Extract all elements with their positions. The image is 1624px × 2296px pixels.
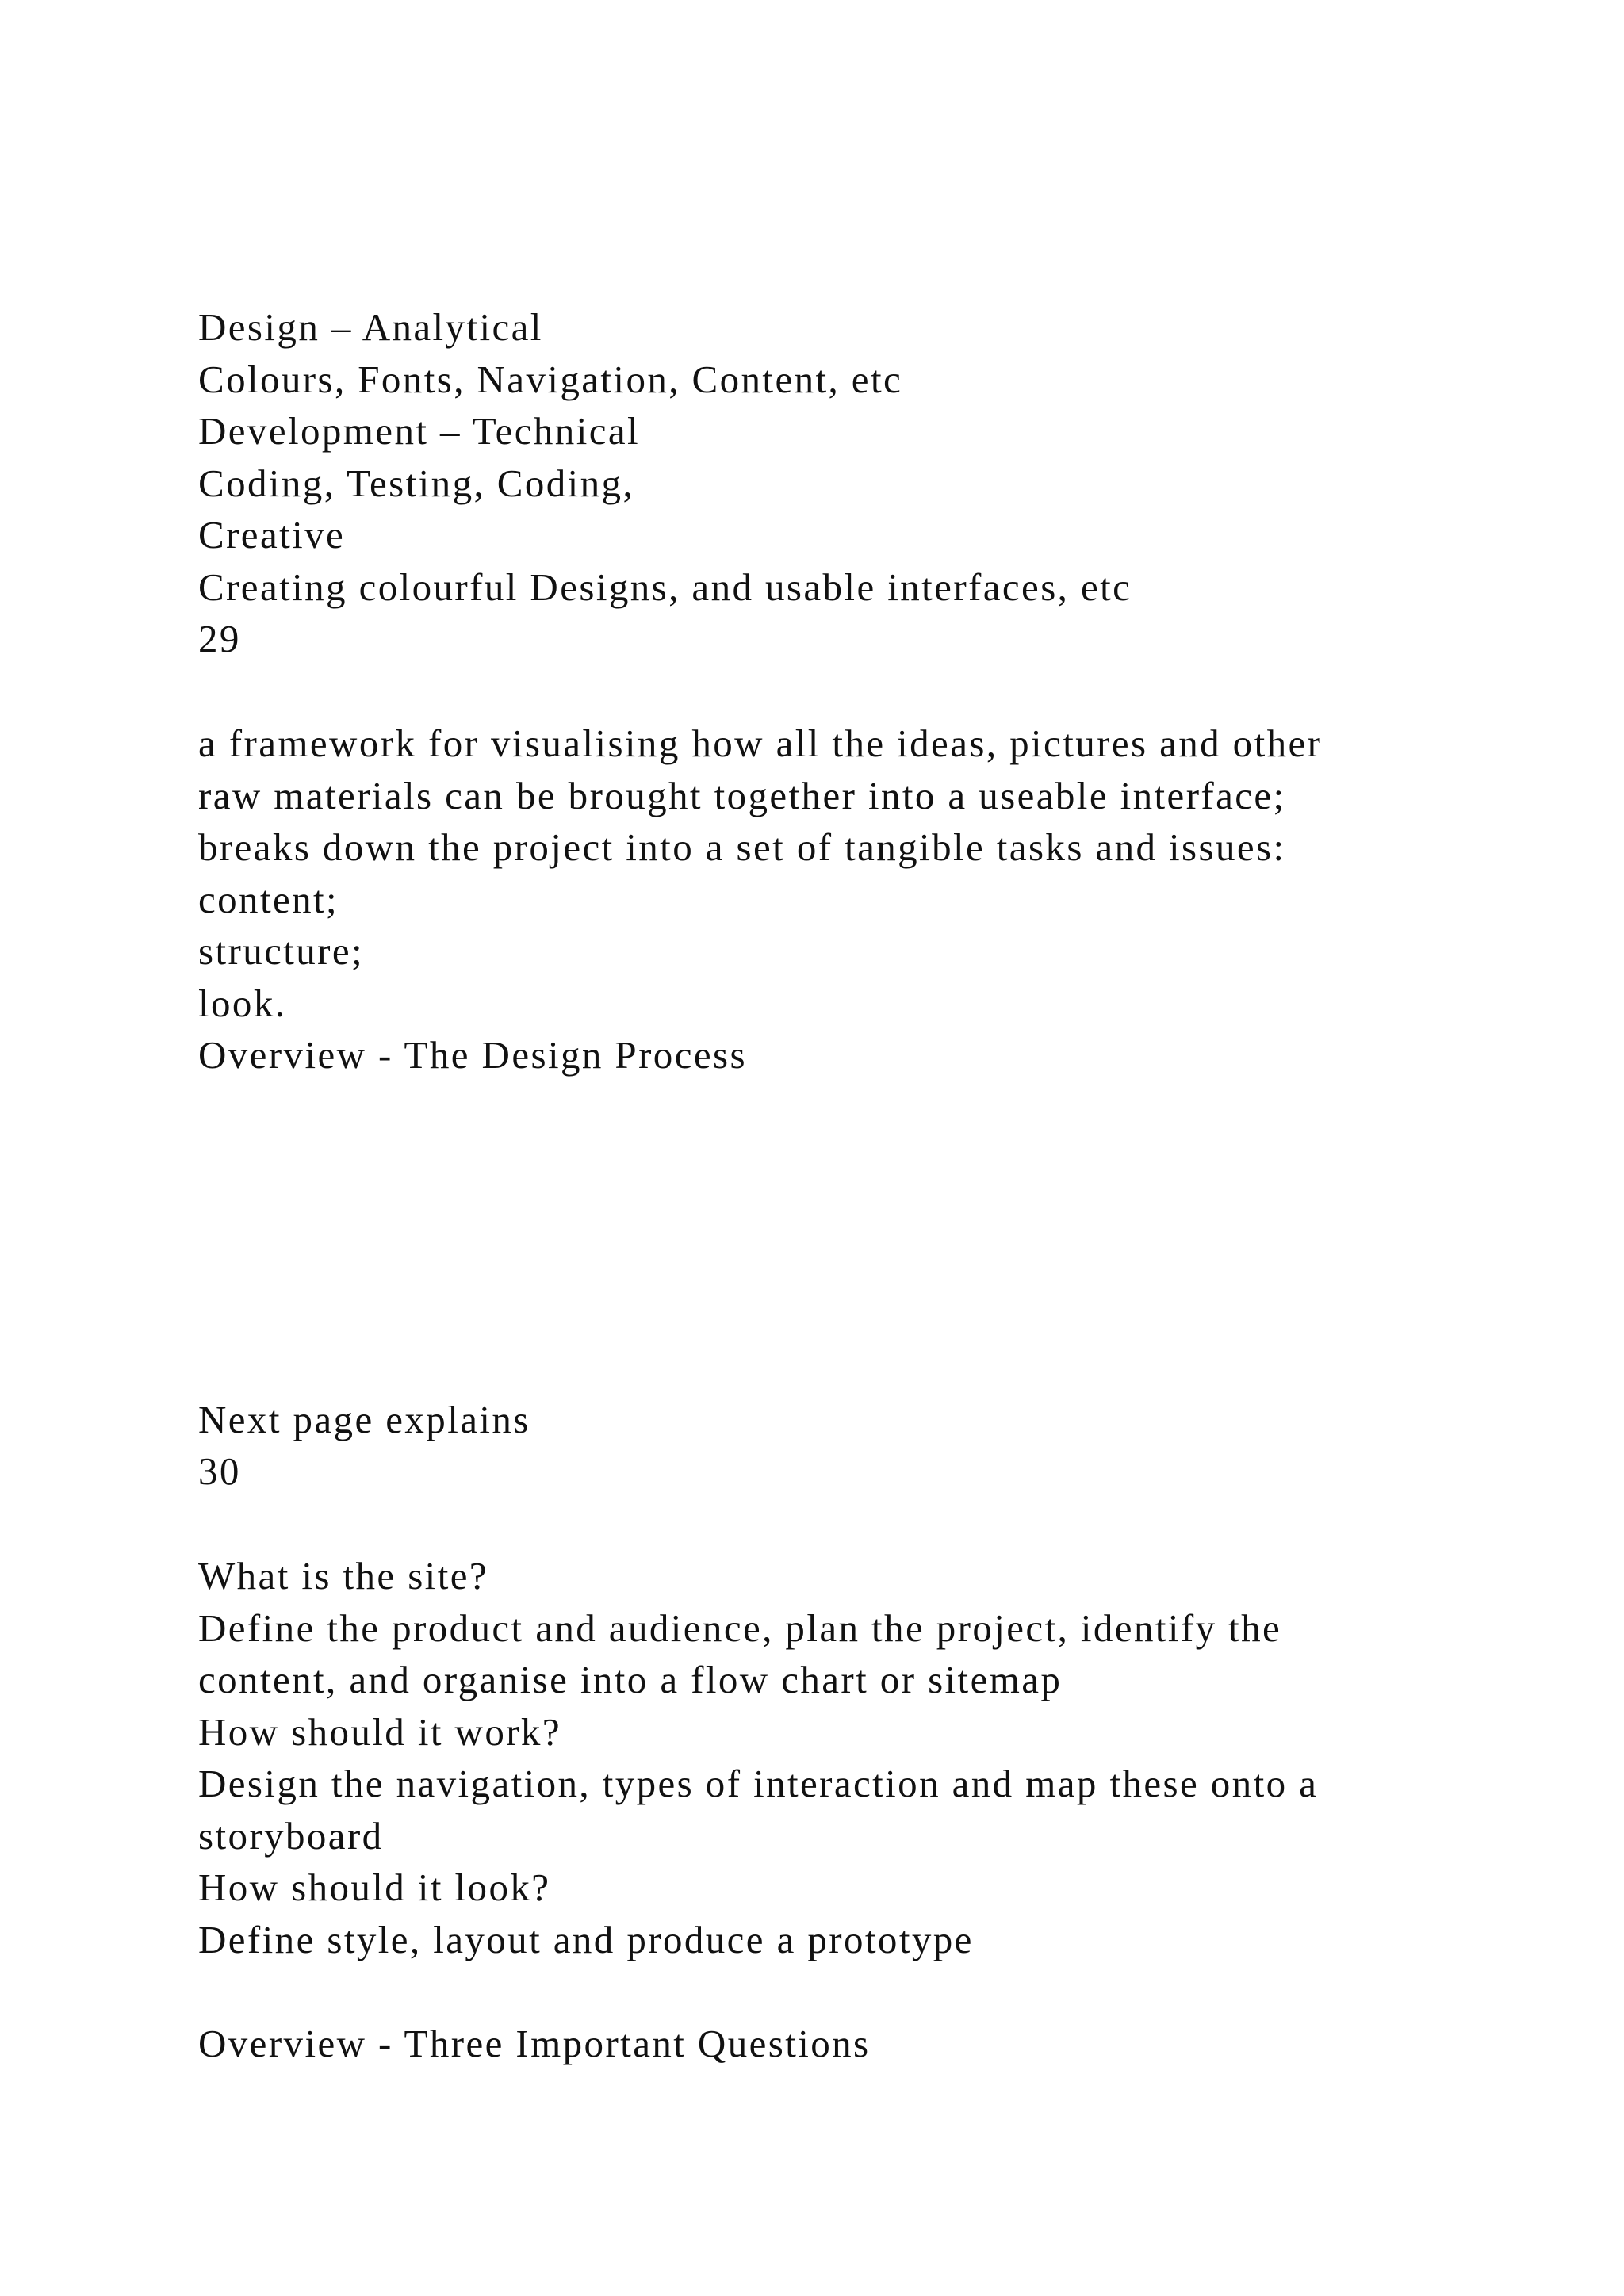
text-line: Next page explains	[198, 1398, 530, 1441]
heading-development-technical: Development – Technical	[198, 409, 641, 453]
question-heading: What is the site?	[198, 1554, 488, 1598]
slide-title: Overview - Three Important Questions	[198, 2022, 871, 2065]
text-line: Define the product and audience, plan the project, identify the	[198, 1606, 1282, 1650]
text-line: Define style, layout and produce a prototype	[198, 1918, 974, 1961]
list-item: content;	[198, 878, 339, 921]
question-heading: How should it work?	[198, 1710, 561, 1754]
heading-creative: Creative	[198, 513, 346, 557]
text-line: Colours, Fonts, Navigation, Content, etc	[198, 358, 903, 401]
text-line: raw materials can be brought together into a useable interface;	[198, 774, 1286, 817]
question-heading: How should it look?	[198, 1866, 551, 1909]
slide-title: Overview - The Design Process	[198, 1033, 747, 1077]
text-line: content, and organise into a flow chart or sitemap	[198, 1658, 1063, 1701]
heading-design-analytical: Design – Analytical	[198, 305, 543, 349]
text-line: Coding, Testing, Coding,	[198, 461, 635, 505]
page-number: 30	[198, 1449, 241, 1493]
text-line: Creating colourful Designs, and usable interfaces, etc	[198, 565, 1132, 609]
text-line: Design the navigation, types of interaction and map these onto a	[198, 1762, 1319, 1805]
text-line: a framework for visualising how all the ideas, pictures and other	[198, 721, 1323, 765]
page-number: 29	[198, 617, 241, 660]
list-item: look.	[198, 982, 287, 1025]
list-item: structure;	[198, 929, 365, 973]
text-line: breaks down the project into a set of tangible tasks and issues:	[198, 825, 1286, 869]
text-line: storyboard	[198, 1814, 384, 1858]
